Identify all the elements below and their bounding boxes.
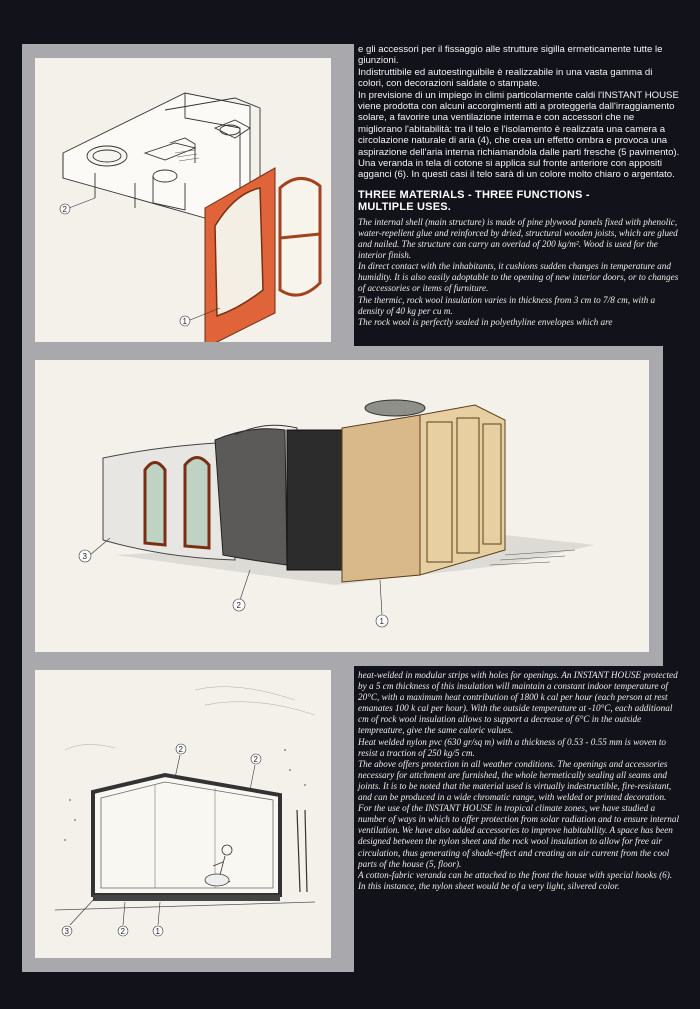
english-paragraph: The internal shell (main structure) is made of pine plywood panels fixed with phenolic, water-repellent glue and reinforced by dried, structural wooden joists, which are glued and nailed. The structure can carry an overlad of 200 kg/m². Wood is used for the interior finish.: [358, 216, 678, 261]
bottom-illustration-panel: [35, 670, 331, 958]
italian-text: [358, 44, 680, 181]
label-2: 2: [178, 745, 183, 754]
english-text-top: [358, 217, 680, 328]
label-3: 3: [82, 552, 87, 561]
english-text-bottom: [358, 670, 680, 892]
label-2: 2: [62, 205, 67, 214]
label-2: 2: [253, 755, 258, 764]
italian-paragraph: In previsione di un impiego in climi particolarmente caldi l'INSTANT HOUSE viene prodotta con alcuni accorgimenti atti a proteggerla dall'irraggiamento solare, a favorire una ventilazione interna e con accessori che ne migliorano l'abitabilità: tra il telo e l'isolamento è realizzata una camera a circolazione naturale di aria (4), che crea un effetto ombra e provoca una aspirazione dell'aria interna richiamandola dalle parti fresche (5 pavimento).: [358, 89, 680, 158]
english-paragraph: A cotton-fabric veranda can be attached to the front the house with special hooks (6). In this instance, the nylon sheet would be of a very light, silvered color.: [358, 869, 673, 891]
label-2: 2: [120, 927, 125, 936]
instant-house-exterior-illustration: [35, 360, 649, 652]
english-paragraph: The thermic, rock wool insulation varies in thickness from 3 cm to 7/8 cm, with a density of 40 kg per cu m.: [358, 294, 656, 316]
label-1: 1: [379, 617, 384, 626]
label-1: 1: [182, 317, 187, 326]
top-illustration-panel: [35, 58, 331, 342]
italian-paragraph: e gli accessori per il fissaggio alle strutture sigilla ermeticamente tutte le giunzioni.: [358, 44, 663, 67]
middle-illustration-panel: [35, 360, 649, 652]
heading-line-2: MULTIPLE USES.: [358, 200, 452, 213]
english-paragraph: The rock wool is perfectly sealed in polyethyline envelopes which are: [358, 316, 613, 327]
label-1: 1: [155, 927, 160, 936]
section-heading: [358, 189, 680, 213]
english-paragraph: For the use of the INSTANT HOUSE in tropical climate zones, we have studied a number of ways in which to offer protection from solar radiation and to ensure internal ventilation. We have also added accessories to improve habitability. A space has been designed between the nylon sheet and the rock wool insulation to allow for free air circulation, thus generating of shade-effect and creating an air current from the cool parts of the house (5, floor).: [358, 803, 680, 869]
english-paragraph: heat-welded in modular strips with holes for openings. An INSTANT HOUSE protected by a 5 cm thickness of this insulation will maintain a constant indoor temperature of 20°C, with a maximum heat contribution of 1800 k cal per hour (each person at rest emanates 100 k cal per hour). With the outside temperature at -10°C, each additional cm of rock wool insulation allows to support a decrease of 6°C in the outside tempreature, give the same caloric values.: [358, 670, 678, 736]
italian-paragraph: Una veranda in tela di cotone si applica sul fronte anteriore con appositi agganci (6). In questi casi il telo sarà di un colore molto chiaro o argentato.: [358, 158, 675, 181]
bathroom-module-illustration: [35, 58, 331, 342]
english-paragraph: In direct contact with the inhabitants, it cushions sudden changes in temperature and humidity. It is also easily adoptable to the opening of new interior doors, or to changes of accessories or items of furniture.: [358, 261, 679, 294]
italian-paragraph: Indistruttibile ed autoestinguibile è realizzabile in una vasta gamma di colori, con decorazioni saldate o stampate.: [358, 66, 653, 90]
english-paragraph: The above offers protection in all weather conditions. The openings and accessories necessary for attchment are furnished, the whole hermetically sealing all seams and joints. It is to be noted that the material used is virtually indestructible, fire-resistant, and can be produced in a wide chromatic range, with welded or printed decoration.: [358, 758, 672, 803]
english-paragraph: Heat welded nylon pvc (630 gr/sq m) with a thickness of 0.53 - 0.55 mm is woven to resist a traction of 250 kg/5 cm.: [358, 736, 666, 758]
heading-line-1: THREE MATERIALS - THREE FUNCTIONS -: [358, 188, 590, 201]
label-2: 2: [236, 601, 241, 610]
instant-house-section-illustration: [35, 670, 331, 958]
top-text-column: [358, 44, 680, 328]
label-3: 3: [64, 927, 69, 936]
